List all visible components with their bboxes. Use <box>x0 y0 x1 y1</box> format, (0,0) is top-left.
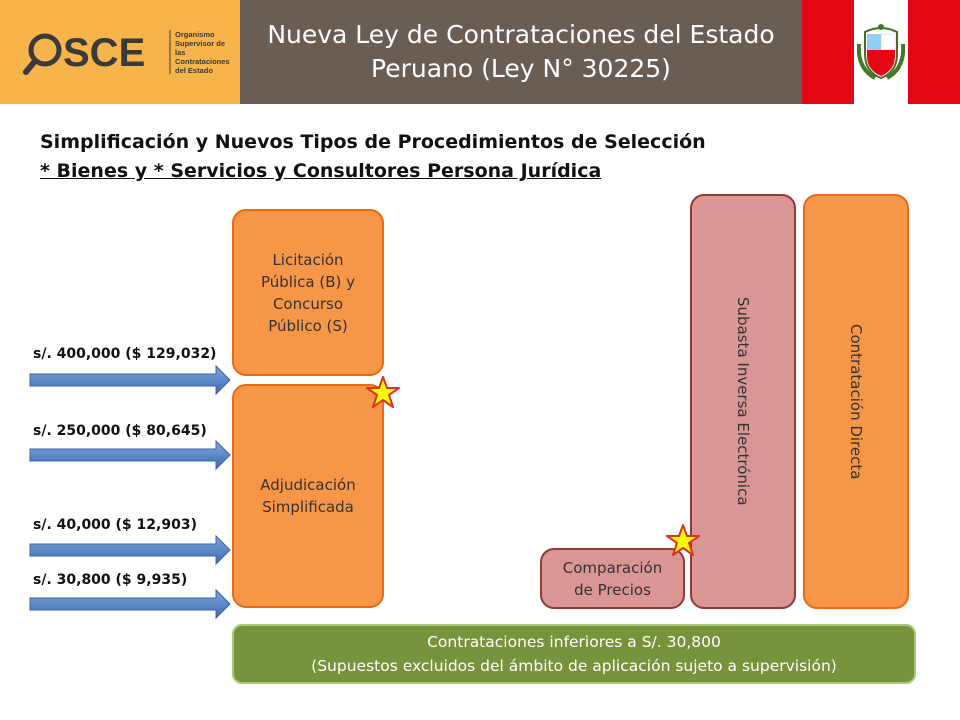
excluded-contracts-box <box>232 624 916 684</box>
arrow-30800 <box>30 590 230 618</box>
licitacion-publica-box: Licitación Pública (B) y Concurso Público (S) <box>232 209 384 376</box>
threshold-label-40000: s/. 40,000 ($ 12,903) <box>33 517 197 533</box>
excluded-line-2: (Supuestos excluidos del ámbito de aplicación sujeto a supervisión) <box>311 657 837 675</box>
logo-subtitle: Organismo Supervisor de las Contrataciones del Estado <box>175 30 230 75</box>
title-line-2: Peruano (Ley N° 30225) <box>371 54 671 83</box>
arrow-40000 <box>30 536 230 564</box>
subtitle-line-2: * Bienes y * Servicios y Consultores Persona Jurídica <box>40 160 602 182</box>
threshold-label-250000: s/. 250,000 ($ 80,645) <box>33 423 207 439</box>
threshold-arrows <box>20 360 240 620</box>
title-line-1: Nueva Ley de Contrataciones del Estado <box>267 20 775 49</box>
section-subtitle <box>40 128 706 186</box>
coat-of-arms-icon <box>857 24 905 80</box>
star-icon <box>666 524 700 558</box>
peru-flag <box>802 0 960 104</box>
arrow-250000 <box>30 441 230 469</box>
subtitle-line-1: Simplificación y Nuevos Tipos de Procedimientos de Selección <box>40 131 706 153</box>
header-title <box>240 0 802 104</box>
logo-text: SCE <box>63 31 146 75</box>
threshold-label-30800: s/. 30,800 ($ 9,935) <box>33 572 188 588</box>
arrow-400000 <box>30 366 230 394</box>
comparacion-precios-box: Comparación de Precios <box>540 548 685 609</box>
contratacion-directa-box: Contratación Directa <box>803 194 909 609</box>
subasta-inversa-box: Subasta Inversa Electrónica <box>690 194 796 609</box>
adjudicacion-simplificada-box: Adjudicación Simplificada <box>232 384 384 608</box>
excluded-line-1: Contrataciones inferiores a S/. 30,800 <box>427 633 721 651</box>
star-icon <box>366 376 400 410</box>
osce-logo <box>0 0 240 104</box>
osce-logo-graphic <box>0 0 240 104</box>
threshold-label-400000: s/. 400,000 ($ 129,032) <box>33 346 217 362</box>
